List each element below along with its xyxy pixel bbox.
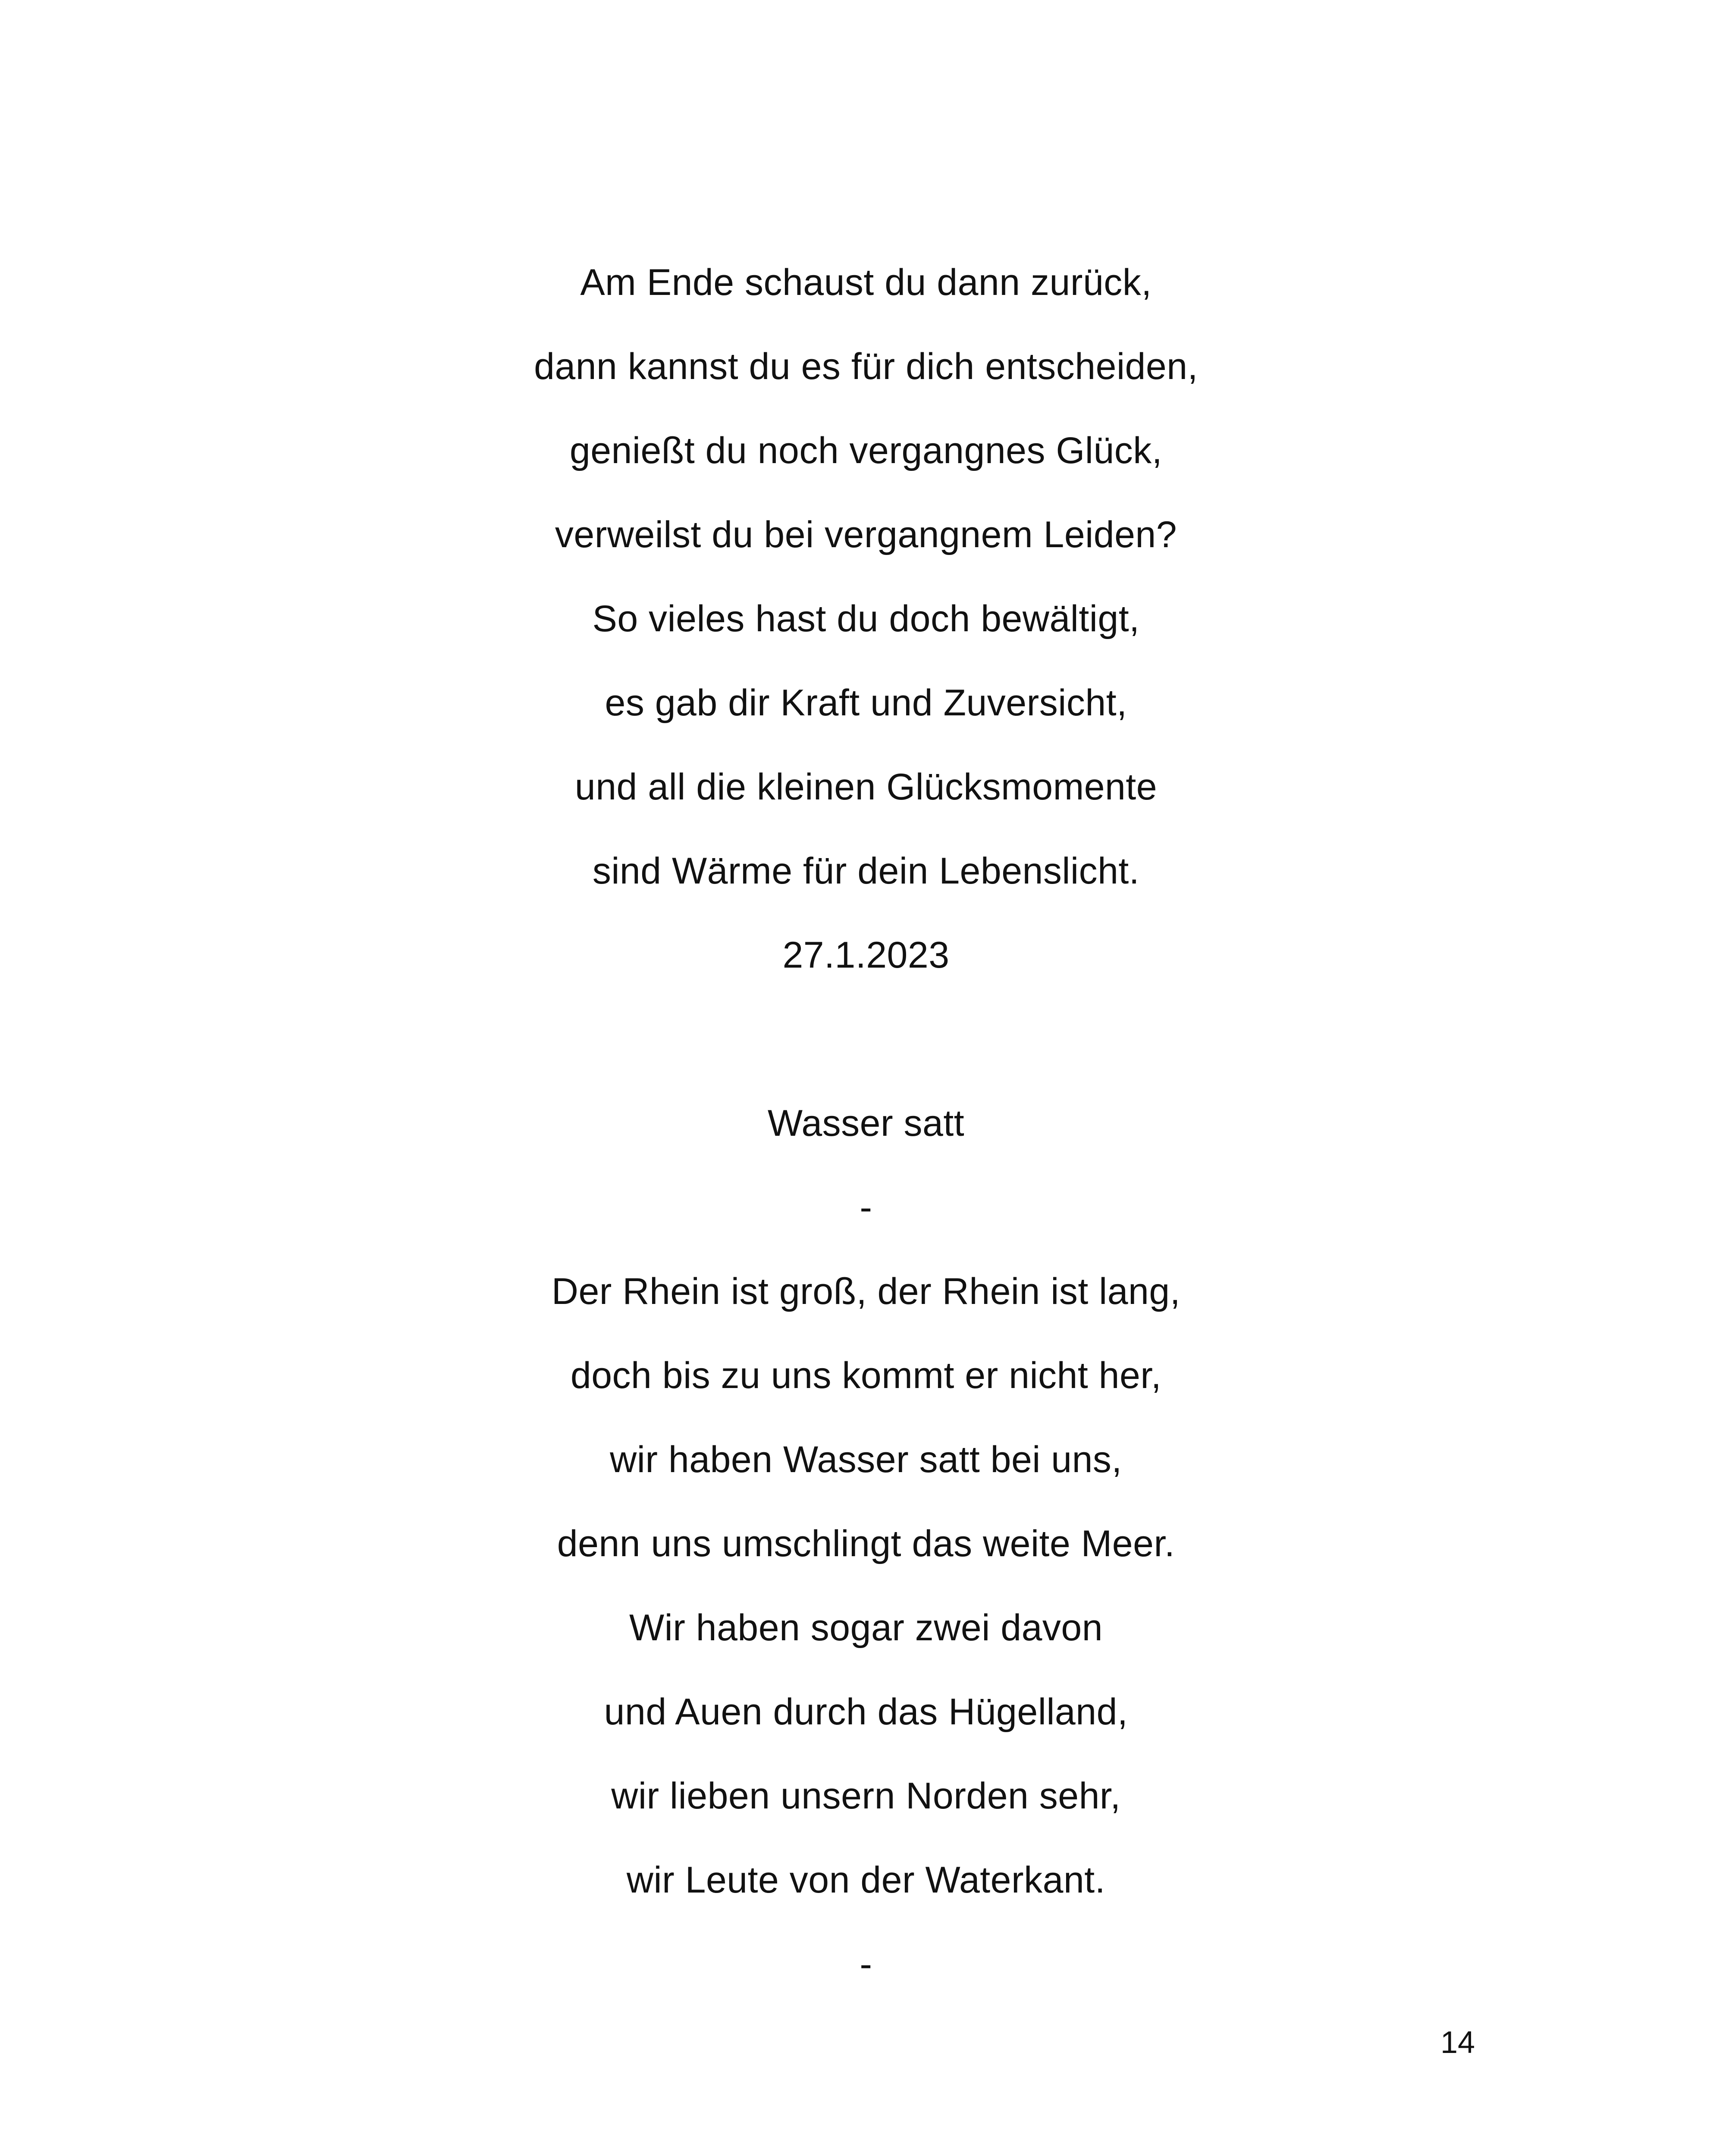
poem2-line-7: wir lieben unsern Norden sehr, (611, 1775, 1121, 1817)
poem1-line-5: So vieles hast du doch bewältigt, (592, 598, 1140, 639)
poem1-line-2: dann kannst du es für dich entscheiden, (534, 346, 1198, 387)
poem2-title: Wasser satt (767, 1103, 965, 1144)
poem2-separator-top: - (860, 1187, 872, 1228)
poem2-line-4: denn uns umschlingt das weite Meer. (557, 1523, 1175, 1564)
poem1-date: 27.1.2023 (782, 934, 950, 976)
poem1-line-8: sind Wärme für dein Lebenslicht. (592, 850, 1140, 892)
poem1-line-1: Am Ende schaust du dann zurück, (580, 262, 1152, 303)
poem2-separator-bottom: - (860, 1943, 872, 1985)
poem2-line-8: wir Leute von der Waterkant. (626, 1859, 1106, 1901)
poem1-line-4: verweilst du bei vergangnem Leiden? (555, 514, 1177, 555)
poem1-line-7: und all die kleinen Glücksmomente (574, 766, 1158, 808)
page-number: 14 (1440, 2025, 1475, 2060)
poem1-line-3: genießt du noch vergangnes Glück, (569, 430, 1163, 471)
poem2-line-2: doch bis zu uns kommt er nicht her, (570, 1355, 1162, 1396)
poem2-line-3: wir haben Wasser satt bei uns, (610, 1439, 1122, 1480)
poem2-line-1: Der Rhein ist groß, der Rhein ist lang, (551, 1271, 1181, 1312)
poem1-line-6: es gab dir Kraft und Zuversicht, (605, 682, 1127, 724)
poem2-line-6: und Auen durch das Hügelland, (604, 1691, 1128, 1733)
poem2-line-5: Wir haben sogar zwei davon (629, 1607, 1103, 1648)
